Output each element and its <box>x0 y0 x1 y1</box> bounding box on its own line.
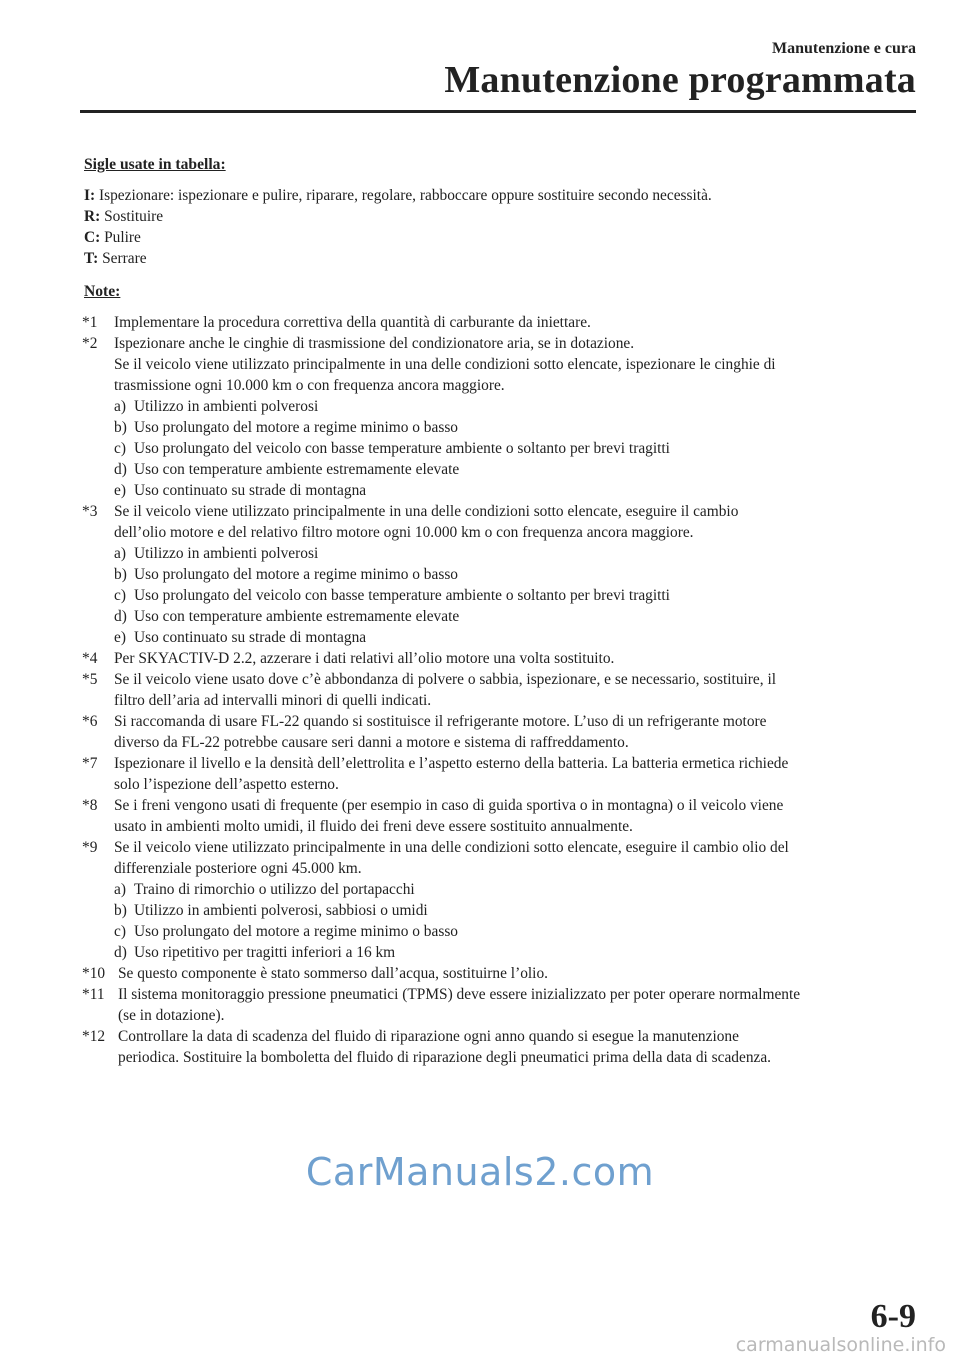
note-subitem <box>114 480 918 501</box>
note-item <box>82 333 918 501</box>
abbreviation-text: Serrare <box>102 250 147 267</box>
subitem-text: Uso prolungato del veicolo con basse temperature ambiente o soltanto per brevi tragitti <box>134 587 670 604</box>
note-subitem <box>114 417 918 438</box>
note-body <box>114 333 918 501</box>
note-text: Si raccomanda di usare FL-22 quando si sostituisce il refrigerante motore. L’uso di un refrigerante motore <box>114 713 767 730</box>
note-text: Implementare la procedura correttiva della quantità di carburante da iniettare. <box>114 314 591 331</box>
note-subitem <box>114 438 918 459</box>
note-marker: *6 <box>82 713 98 730</box>
abbreviation-text: Sostituire <box>104 208 164 225</box>
subitem-marker: d) <box>114 944 127 961</box>
abbreviation-key: T: <box>84 250 99 267</box>
note-marker: *7 <box>82 755 98 772</box>
note-text: Per SKYACTIV-D 2.2, azzerare i dati relativi all’olio motore una volta sostituito. <box>114 650 615 667</box>
subitem-text: Uso prolungato del motore a regime minimo o basso <box>134 923 458 940</box>
note-subitem <box>114 921 918 942</box>
note-text: Se il veicolo viene utilizzato principalmente in una delle condizioni sotto elencate, eseguire il cambio <box>114 503 739 520</box>
note-item <box>82 648 918 669</box>
subitem-text: Utilizzo in ambienti polverosi <box>134 545 319 562</box>
note-body <box>118 963 918 984</box>
subitem-marker: a) <box>114 545 126 562</box>
subitem-marker: b) <box>114 566 127 583</box>
abbreviation-item <box>84 185 918 206</box>
subitem-marker: e) <box>114 629 126 646</box>
note-text: solo l’ispezione dell’aspetto esterno. <box>114 776 339 793</box>
subitem-text: Uso con temperature ambiente estremamente elevate <box>134 608 460 625</box>
notes-list <box>84 312 918 1068</box>
header-divider <box>80 110 916 113</box>
note-text: Se questo componente è stato sommerso dall’acqua, sostituirne l’olio. <box>118 965 548 982</box>
note-body <box>118 984 918 1026</box>
subitem-text: Uso continuato su strade di montagna <box>134 482 367 499</box>
notes-heading: Note: <box>84 283 121 300</box>
subitem-text: Uso prolungato del motore a regime minimo o basso <box>134 419 458 436</box>
note-text: Ispezionare anche le cinghie di trasmissione del condizionatore aria, se in dotazione. <box>114 335 635 352</box>
abbreviation-key: I: <box>84 187 96 204</box>
note-subitem <box>114 396 918 417</box>
note-item <box>82 753 918 795</box>
note-marker: *3 <box>82 503 98 520</box>
abbreviation-item <box>84 206 918 227</box>
note-marker: *10 <box>82 965 106 982</box>
note-body <box>114 648 918 669</box>
abbreviation-item <box>84 248 918 269</box>
subitem-text: Utilizzo in ambienti polverosi, sabbiosi o umidi <box>134 902 428 919</box>
subitem-marker: d) <box>114 608 127 625</box>
note-marker: *4 <box>82 650 98 667</box>
note-subitem <box>114 879 918 900</box>
note-subitem <box>114 606 918 627</box>
note-item <box>82 984 918 1026</box>
subitem-marker: a) <box>114 881 126 898</box>
note-text: Controllare la data di scadenza del fluido di riparazione ogni anno quando si esegue la manutenzione <box>118 1028 739 1045</box>
note-text: Se il veicolo viene utilizzato principalmente in una delle condizioni sotto elencate, eseguire il cambio olio del <box>114 839 789 856</box>
note-body <box>114 711 918 753</box>
note-item <box>82 669 918 711</box>
abbreviation-item <box>84 227 918 248</box>
note-body <box>114 795 918 837</box>
note-subitem <box>114 543 918 564</box>
subitem-text: Uso ripetitivo per tragitti inferiori a 16 km <box>134 944 396 961</box>
note-item <box>82 1026 918 1068</box>
subitem-text: Utilizzo in ambienti polverosi <box>134 398 319 415</box>
note-text: periodica. Sostituire la bomboletta del fluido di riparazione degli pneumatici prima della data di scadenza. <box>118 1049 772 1066</box>
note-body <box>114 312 918 333</box>
note-marker: *2 <box>82 335 98 352</box>
note-item <box>82 795 918 837</box>
note-item <box>82 837 918 963</box>
subitem-marker: d) <box>114 461 127 478</box>
note-text: Se i freni vengono usati di frequente (per esempio in caso di guida sportiva o in montagna) o il veicolo viene <box>114 797 784 814</box>
page-number: 6-9 <box>870 1298 916 1335</box>
subitem-text: Traino di rimorchio o utilizzo del portapacchi <box>134 881 415 898</box>
note-body <box>118 1026 918 1068</box>
note-text: differenziale posteriore ogni 45.000 km. <box>114 860 362 877</box>
abbreviation-text: Pulire <box>104 229 141 246</box>
note-subitem <box>114 942 918 963</box>
subitem-marker: b) <box>114 902 127 919</box>
note-body <box>114 837 918 963</box>
note-text: Ispezionare il livello e la densità dell’elettrolita e l’aspetto esterno della batteria. La batteria ermetica richiede <box>114 755 789 772</box>
note-item <box>82 963 918 984</box>
note-subitem <box>114 459 918 480</box>
note-item <box>82 501 918 648</box>
subitem-marker: a) <box>114 398 126 415</box>
note-body <box>114 753 918 795</box>
note-marker: *1 <box>82 314 98 331</box>
watermark-logo: CarManuals2.com <box>305 1150 655 1194</box>
note-text: Il sistema monitoraggio pressione pneumatici (TPMS) deve essere inizializzato per poter operare normalmente <box>118 986 801 1003</box>
abbreviation-key: R: <box>84 208 101 225</box>
note-text: Se il veicolo viene usato dove c’è abbondanza di polvere o sabbia, ispezionare, e se necessario, sostituire, il <box>114 671 777 688</box>
content-area <box>84 154 918 1068</box>
subitem-text: Uso con temperature ambiente estremamente elevate <box>134 461 460 478</box>
note-text: trasmissione ogni 10.000 km o con frequenza ancora maggiore. <box>114 377 505 394</box>
note-text: usato in ambienti molto umidi, il fluido dei freni deve essere sostituito annualmente. <box>114 818 633 835</box>
note-text: diverso da FL-22 potrebbe causare seri danni a motore e sistema di raffreddamento. <box>114 734 629 751</box>
note-text: dell’olio motore e del relativo filtro motore ogni 10.000 km o con frequenza ancora maggiore. <box>114 524 694 541</box>
note-subitem <box>114 900 918 921</box>
subitem-marker: b) <box>114 419 127 436</box>
abbreviations-heading: Sigle usate in tabella: <box>84 156 226 173</box>
subitem-text: Uso prolungato del motore a regime minimo o basso <box>134 566 458 583</box>
note-text: (se in dotazione). <box>118 1007 225 1024</box>
subitem-text: Uso continuato su strade di montagna <box>134 629 367 646</box>
subitem-marker: c) <box>114 440 126 457</box>
note-marker: *12 <box>82 1028 106 1045</box>
note-item <box>82 711 918 753</box>
note-text: Se il veicolo viene utilizzato principalmente in una delle condizioni sotto elencate, ispezionare le cinghie di <box>114 356 776 373</box>
note-marker: *5 <box>82 671 98 688</box>
note-body <box>114 669 918 711</box>
note-marker: *8 <box>82 797 98 814</box>
note-item <box>82 312 918 333</box>
footer-watermark: carmanualsonline.info <box>735 1334 946 1356</box>
note-subitem <box>114 585 918 606</box>
abbreviation-key: C: <box>84 229 101 246</box>
abbreviations-list <box>84 185 918 269</box>
note-subitem <box>114 564 918 585</box>
note-subitem <box>114 627 918 648</box>
subitem-marker: c) <box>114 923 126 940</box>
subitem-marker: e) <box>114 482 126 499</box>
page-title: Manutenzione programmata <box>444 59 916 101</box>
note-marker: *9 <box>82 839 98 856</box>
abbreviation-text: Ispezionare: ispezionare e pulire, riparare, regolare, rabboccare oppure sostituire secondo necessità. <box>98 187 712 204</box>
section-name: Manutenzione e cura <box>772 40 916 57</box>
subitem-text: Uso prolungato del veicolo con basse temperature ambiente o soltanto per brevi tragitti <box>134 440 670 457</box>
note-text: filtro dell’aria ad intervalli minori di quelli indicati. <box>114 692 432 709</box>
note-body <box>114 501 918 648</box>
subitem-marker: c) <box>114 587 126 604</box>
note-marker: *11 <box>82 986 105 1003</box>
